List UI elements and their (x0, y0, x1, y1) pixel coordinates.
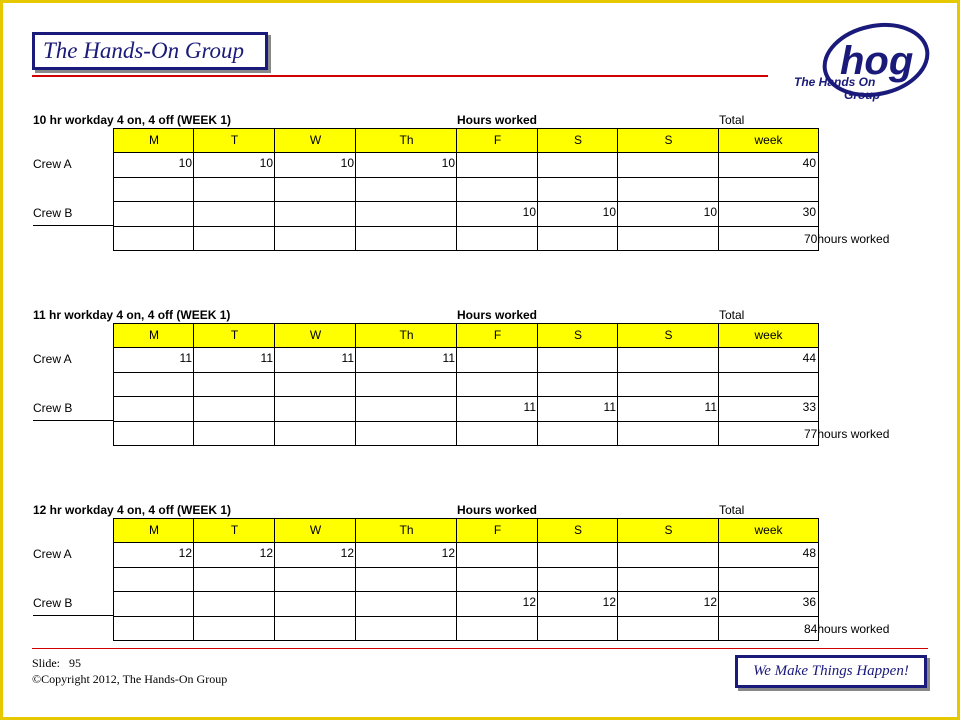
table-cell (456, 372, 538, 397)
table-cell (274, 396, 356, 422)
day-header: M (113, 323, 194, 348)
table-cell (537, 152, 618, 178)
table-cell: 10 (355, 152, 457, 178)
total-hours: 77hours worked (804, 427, 890, 441)
day-header: S (617, 128, 719, 153)
table-cell (355, 567, 457, 592)
table-cell: 48 (718, 542, 819, 568)
logo-line1: The Hands On (794, 75, 876, 89)
crew-a-label: Crew A (33, 547, 72, 561)
table-cell (113, 177, 194, 202)
table-cell: 12 (537, 591, 618, 617)
table-cell (456, 567, 538, 592)
page-title: The Hands-On Group (43, 38, 245, 63)
slide-label: Slide: 95 (32, 656, 82, 670)
table-cell (355, 591, 457, 617)
title-box (32, 32, 268, 70)
copyright: ©Copyright 2012, The Hands-On Group (32, 672, 228, 686)
hours-worked-label: Hours worked (457, 308, 538, 322)
table-cell: 36 (718, 591, 819, 617)
table-cell (617, 421, 719, 446)
table-cell (113, 201, 194, 227)
table-cell (537, 542, 618, 568)
table-cell (113, 616, 194, 641)
table-cell (456, 616, 538, 641)
table-cell (617, 616, 719, 641)
table-cell (193, 616, 275, 641)
table-cell: 12 (274, 542, 356, 568)
table-cell (274, 201, 356, 227)
table-cell (617, 347, 719, 373)
day-header: Th (355, 518, 457, 543)
table-cell: 10 (113, 152, 194, 178)
day-header: T (193, 518, 275, 543)
table-cell: 11 (113, 347, 194, 373)
table-cell (355, 421, 457, 446)
day-header: T (193, 128, 275, 153)
day-header: Th (355, 128, 457, 153)
table-cell (456, 542, 538, 568)
day-header: week (718, 518, 819, 543)
table-cell (355, 226, 457, 251)
table-cell (193, 591, 275, 617)
table-cell (617, 177, 719, 202)
table-cell: 12 (193, 542, 275, 568)
table-cell (274, 591, 356, 617)
tagline: We Make Things Happen! (753, 663, 909, 679)
logo-mark: hog (840, 39, 914, 83)
total-label: Total (719, 308, 745, 322)
table-cell: 12 (456, 591, 538, 617)
tagline-box (735, 655, 927, 688)
table-cell: 10 (617, 201, 719, 227)
day-header: F (456, 128, 538, 153)
table-cell (617, 372, 719, 397)
crew-b-label: Crew B (33, 206, 73, 220)
table-cell (193, 201, 275, 227)
table-cell (456, 421, 538, 446)
table-cell (537, 177, 618, 202)
day-header: S (617, 323, 719, 348)
day-header: S (537, 323, 618, 348)
hours-worked-label: Hours worked (457, 113, 538, 127)
table-cell (456, 226, 538, 251)
crew-b-label: Crew B (33, 596, 73, 610)
table-cell (193, 226, 275, 251)
table-cell: 11 (537, 396, 618, 422)
table-cell (113, 567, 194, 592)
title-underline (32, 75, 768, 77)
table-title: 12 hr workday 4 on, 4 off (WEEK 1) (33, 503, 232, 517)
table-cell: 10 (537, 201, 618, 227)
day-header: F (456, 323, 538, 348)
table-cell: 11 (355, 347, 457, 373)
table-cell (113, 591, 194, 617)
table-cell (355, 396, 457, 422)
table-cell: 40 (718, 152, 819, 178)
table-cell (193, 567, 275, 592)
table-cell (718, 177, 819, 202)
day-header: M (113, 128, 194, 153)
table-cell (537, 226, 618, 251)
day-header: S (617, 518, 719, 543)
day-header: W (274, 323, 356, 348)
day-header: W (274, 128, 356, 153)
table-cell (113, 372, 194, 397)
day-header: W (274, 518, 356, 543)
day-header: F (456, 518, 538, 543)
table-cell (274, 616, 356, 641)
day-header: week (718, 323, 819, 348)
table-cell (355, 372, 457, 397)
table-cell (617, 542, 719, 568)
hours-worked-label: Hours worked (457, 503, 538, 517)
table-cell: 10 (456, 201, 538, 227)
day-header: M (113, 518, 194, 543)
table-cell: 11 (617, 396, 719, 422)
table-cell (537, 421, 618, 446)
table-cell (193, 421, 275, 446)
crew-b-underline (33, 225, 113, 226)
table-cell: 11 (274, 347, 356, 373)
table-cell (355, 201, 457, 227)
day-header: week (718, 128, 819, 153)
day-header: S (537, 518, 618, 543)
table-cell (617, 226, 719, 251)
table-cell: 44 (718, 347, 819, 373)
crew-a-label: Crew A (33, 352, 72, 366)
table-cell (274, 177, 356, 202)
table-cell (193, 396, 275, 422)
table-cell (456, 152, 538, 178)
total-label: Total (719, 503, 745, 517)
total-hours: 84hours worked (804, 622, 890, 636)
table-cell (718, 372, 819, 397)
crew-b-underline (33, 420, 113, 421)
table-cell (355, 616, 457, 641)
table-cell (193, 372, 275, 397)
table-cell (193, 177, 275, 202)
table-cell: 12 (113, 542, 194, 568)
table-cell: 11 (456, 396, 538, 422)
logo-line2: Group (844, 88, 880, 102)
slide-number: 95 (69, 656, 82, 670)
table-cell (456, 177, 538, 202)
table-cell (113, 396, 194, 422)
table-cell (537, 347, 618, 373)
crew-b-label: Crew B (33, 401, 73, 415)
table-cell (113, 226, 194, 251)
table-cell: 10 (274, 152, 356, 178)
table-cell: 33 (718, 396, 819, 422)
table-cell (718, 567, 819, 592)
table-cell (274, 372, 356, 397)
crew-a-label: Crew A (33, 157, 72, 171)
day-header: T (193, 323, 275, 348)
table-cell (274, 567, 356, 592)
table-cell: 30 (718, 201, 819, 227)
hog-logo (790, 22, 930, 106)
day-header: Th (355, 323, 457, 348)
day-header: S (537, 128, 618, 153)
crew-b-underline (33, 615, 113, 616)
table-title: 11 hr workday 4 on, 4 off (WEEK 1) (33, 308, 231, 322)
table-cell: 12 (355, 542, 457, 568)
footer-rule (32, 648, 928, 649)
table-cell (617, 567, 719, 592)
table-cell (274, 226, 356, 251)
table-cell: 10 (193, 152, 275, 178)
table-cell (537, 372, 618, 397)
table-cell: 11 (193, 347, 275, 373)
table-cell (537, 567, 618, 592)
table-cell (537, 616, 618, 641)
total-hours: 70hours worked (804, 232, 890, 246)
table-cell (113, 421, 194, 446)
table-cell (274, 421, 356, 446)
table-cell (617, 152, 719, 178)
table-cell (456, 347, 538, 373)
total-label: Total (719, 113, 745, 127)
table-title: 10 hr workday 4 on, 4 off (WEEK 1) (33, 113, 232, 127)
table-cell: 12 (617, 591, 719, 617)
table-cell (355, 177, 457, 202)
